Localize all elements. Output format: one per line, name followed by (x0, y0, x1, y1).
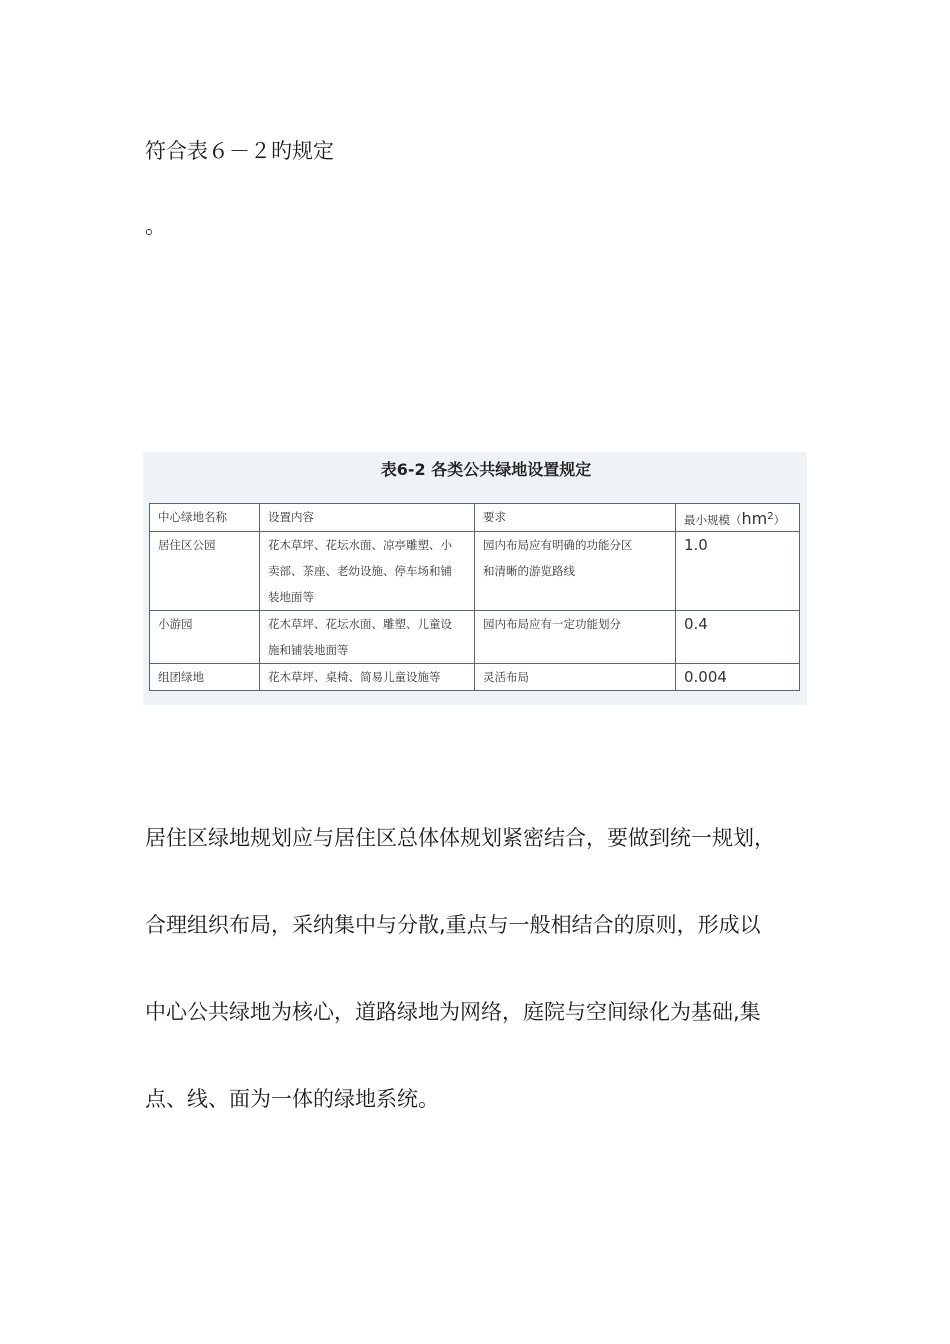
row-content (260, 610, 475, 663)
table-header-row (150, 504, 800, 532)
row-content-line: 装地面等 (268, 589, 314, 604)
table-row (150, 531, 800, 610)
header-scale-unit: hm (741, 508, 768, 528)
row-content (260, 663, 475, 690)
row-name: 组团绿地 (150, 663, 260, 690)
table-row (150, 610, 800, 663)
header-content: 设置内容 (260, 504, 475, 532)
header-scale-suffix: ） (773, 512, 786, 527)
header-scale-prefix: 最小规模（ (684, 512, 742, 527)
body-line-4: 点、线、面为一体的绿地系统。 (145, 1087, 439, 1111)
row-content-line: 花木草坪、桌椅、简易儿童设施等 (268, 669, 441, 684)
row-content (260, 531, 475, 610)
row-content-line: 花木草坪、花坛水面、雕塑、儿童设 (268, 616, 452, 631)
row-content-line: 花木草坪、花坛水面、凉亭雕塑、小 (268, 537, 452, 552)
row-scale: 0.4 (676, 610, 800, 663)
header-requirement: 要求 (475, 504, 676, 532)
intro-line-1: 符合表６－２旳规定 (145, 139, 334, 163)
body-line-1: 居住区绿地规划应与居住区总体体规划紧密结合，要做到统一规划， (145, 826, 775, 850)
header-scale (676, 504, 800, 532)
row-scale: 0.004 (676, 663, 800, 690)
row-content-line: 施和铺装地面等 (268, 642, 349, 657)
row-requirement-line: 和清晰的游览路线 (483, 563, 575, 578)
row-content-line: 卖部、茶座、老幼设施、停车场和铺 (268, 563, 452, 578)
row-name: 小游园 (150, 610, 260, 663)
row-requirement-line: 园内布局应有一定功能划分 (483, 616, 621, 631)
table-row (150, 663, 800, 690)
body-line-2: 合理组织布局，采纳集中与分散,重点与一般相结合的原则，形成以 (145, 913, 761, 937)
green-space-table (149, 503, 800, 691)
row-requirement-line: 园内布局应有明确的功能分区 (483, 537, 633, 552)
header-scale-exp: 2 (767, 511, 774, 522)
row-scale: 1.0 (676, 531, 800, 610)
row-requirement-line: 灵活布局 (483, 669, 529, 684)
table-title: 表6-2 各类公共绿地设置规定 (380, 460, 592, 479)
intro-line-2: 。 (145, 214, 166, 238)
header-name: 中心绿地名称 (150, 504, 260, 532)
row-name: 居住区公园 (150, 531, 260, 610)
row-requirement (475, 610, 676, 663)
body-line-3: 中心公共绿地为核心，道路绿地为网络，庭院与空间绿化为基础,集 (145, 1000, 761, 1024)
row-requirement (475, 663, 676, 690)
table-figure (143, 452, 807, 705)
row-requirement (475, 531, 676, 610)
